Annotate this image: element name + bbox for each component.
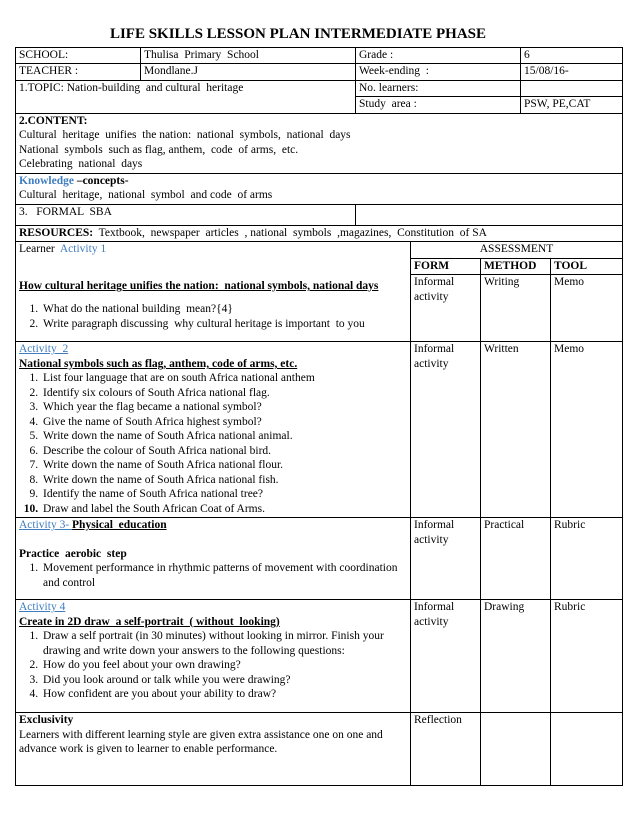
question-item: 2. How do you feel about your own drawing? xyxy=(41,658,407,672)
activity1-tool-cell: Memo xyxy=(551,275,623,342)
activity3-method-cell: Practical xyxy=(481,518,551,600)
activity1-form-cell: Informal activity xyxy=(411,275,481,342)
empty-cell xyxy=(356,204,623,225)
assessment-title-cell: ASSESSMENT xyxy=(411,242,623,258)
activity3-label: Activity 3- xyxy=(19,519,73,532)
activity4-heading: Create in 2D draw a self-portrait ( without looking) xyxy=(19,615,280,628)
question-item: 3. Did you look around or talk while you were drawing? xyxy=(41,673,407,687)
spacer xyxy=(19,257,407,279)
spacer xyxy=(19,533,407,547)
exclusivity-cell xyxy=(16,713,411,786)
question-item: 6. Describe the colour of South Africa national bird. xyxy=(41,444,407,458)
resources-cell xyxy=(16,225,623,241)
activity3-cell xyxy=(16,518,411,600)
grade-label-cell: Grade : xyxy=(356,48,521,64)
study-area-label-cell: Study area : xyxy=(356,97,521,113)
lesson-plan-table xyxy=(15,47,623,786)
activity1-heading: How cultural heritage unifies the nation: national symbols, national days xyxy=(19,279,379,292)
row-school xyxy=(16,48,623,64)
question-item: 1. Movement performance in rhythmic patterns of movement with coordination and control xyxy=(41,561,407,590)
question-item: 4. How confident are you about your ability to draw? xyxy=(41,687,407,701)
activity2-heading: National symbols such as flag, anthem, code of arms, etc. xyxy=(19,357,298,370)
learners-value-cell xyxy=(521,80,623,96)
activity2-form-cell: Informal activity xyxy=(411,342,481,518)
learner-label: Learner xyxy=(19,243,60,256)
row-resources xyxy=(16,225,623,241)
school-value-cell: Thulisa Primary School xyxy=(141,48,356,64)
formal-sba-cell: 3. FORMAL SBA xyxy=(16,204,356,225)
activity4-method-cell: Drawing xyxy=(481,600,551,713)
school-label-cell: SCHOOL: xyxy=(16,48,141,64)
activity4-questions xyxy=(19,629,407,701)
activity3-subheading: Practice aerobic step xyxy=(19,547,127,560)
activity2-label: Activity 2 xyxy=(19,343,69,356)
row-assessment-header xyxy=(16,242,623,258)
teacher-value-cell: Mondlane.J xyxy=(141,64,356,80)
activity1-method-cell: Writing xyxy=(481,275,551,342)
week-ending-value-cell: 15/08/16- xyxy=(521,64,623,80)
question-item: 3. Which year the flag became a national symbol? xyxy=(41,400,407,414)
activity3-form-cell: Informal activity xyxy=(411,518,481,600)
question-item: 4. Give the name of South Africa highest symbol? xyxy=(41,415,407,429)
method-header-cell: METHOD xyxy=(481,258,551,274)
knowledge-label: Knowledge xyxy=(19,174,74,187)
row-teacher xyxy=(16,64,623,80)
knowledge-cell xyxy=(16,173,623,204)
activity2-method-cell: Written xyxy=(481,342,551,518)
knowledge-text: Cultural heritage, national symbol and code of arms xyxy=(19,189,273,202)
activity4-label: Activity 4 xyxy=(19,601,66,614)
question-item: 9. Identify the name of South Africa national tree? xyxy=(41,487,407,501)
activity1-questions xyxy=(19,302,407,331)
exclusivity-heading: Exclusivity xyxy=(19,714,74,727)
question-item: 1. List four language that are on south Africa national anthem xyxy=(41,371,407,385)
question-item: 5. Write down the name of South Africa national animal. xyxy=(41,429,407,443)
content-line: Cultural heritage unifies the nation: national symbols, national days xyxy=(19,129,351,142)
activity1-cell xyxy=(16,242,411,342)
learners-label-cell: No. learners: xyxy=(356,80,521,96)
form-header-cell: FORM xyxy=(411,258,481,274)
activity3-heading: Physical education xyxy=(72,519,167,532)
content-line: National symbols such as flag, anthem, code of arms, etc. xyxy=(19,143,299,156)
page-title: LIFE SKILLS LESSON PLAN INTERMEDIATE PHASE xyxy=(109,26,487,42)
empty-cell xyxy=(551,713,623,786)
exclusivity-text: Learners with different learning style are given extra assistance one on one and advance work is given to learner to enable performance. xyxy=(19,728,386,756)
activity1-label: Activity 1 xyxy=(59,243,107,256)
activity2-questions xyxy=(19,371,407,516)
activity2-cell xyxy=(16,342,411,518)
empty-cell xyxy=(481,713,551,786)
topic-cell: 1.TOPIC: Nation-building and cultural heritage xyxy=(16,80,356,113)
row-knowledge xyxy=(16,173,623,204)
activity3-title-line xyxy=(19,518,407,532)
question-item: 8. Write down the name of South Africa national fish. xyxy=(41,473,407,487)
question-item: 7. Write down the name of South Africa national flour. xyxy=(41,458,407,472)
row-formal-sba xyxy=(16,204,623,225)
row-activity3 xyxy=(16,518,623,600)
teacher-label-cell: TEACHER : xyxy=(16,64,141,80)
activity1-title-line xyxy=(19,242,407,256)
question-item: 1. Draw a self portrait (in 30 minutes) without looking in mirror. Finish your drawing and write down your answers to the following questions: xyxy=(41,629,407,658)
question-item: 1. What do the national building mean?{4} xyxy=(41,302,407,316)
row-exclusivity xyxy=(16,713,623,786)
resources-label: RESOURCES: xyxy=(19,226,94,239)
spacer xyxy=(19,293,407,302)
activity4-cell xyxy=(16,600,411,713)
question-item: 10. Draw and label the South African Coat of Arms. xyxy=(41,502,407,516)
activity4-tool-cell: Rubric xyxy=(551,600,623,713)
activity2-tool-cell: Memo xyxy=(551,342,623,518)
knowledge-heading-line xyxy=(19,174,619,188)
content-cell xyxy=(16,113,623,173)
week-ending-label-cell: Week-ending : xyxy=(356,64,521,80)
question-item: 2. Write paragraph discussing why cultural heritage is important to you xyxy=(41,317,407,331)
grade-value-cell: 6 xyxy=(521,48,623,64)
content-heading: 2.CONTENT: xyxy=(19,114,88,127)
tool-header-cell: TOOL xyxy=(551,258,623,274)
activity4-form-cell: Informal activity xyxy=(411,600,481,713)
question-item: 2. Identify six colours of South Africa national flag. xyxy=(41,386,407,400)
resources-text: Textbook, newspaper articles , national symbols ,magazines, Constitution of SA xyxy=(93,226,487,239)
activity3-questions xyxy=(19,561,407,590)
activity3-tool-cell: Rubric xyxy=(551,518,623,600)
content-line: Celebrating national days xyxy=(19,158,143,171)
row-content xyxy=(16,113,623,173)
knowledge-label-suffix: –concepts- xyxy=(73,174,129,187)
row-topic-learners xyxy=(16,80,623,96)
row-activity4 xyxy=(16,600,623,713)
row-activity2 xyxy=(16,342,623,518)
reflection-cell: Reflection xyxy=(411,713,481,786)
study-area-value-cell: PSW, PE,CAT xyxy=(521,97,623,113)
